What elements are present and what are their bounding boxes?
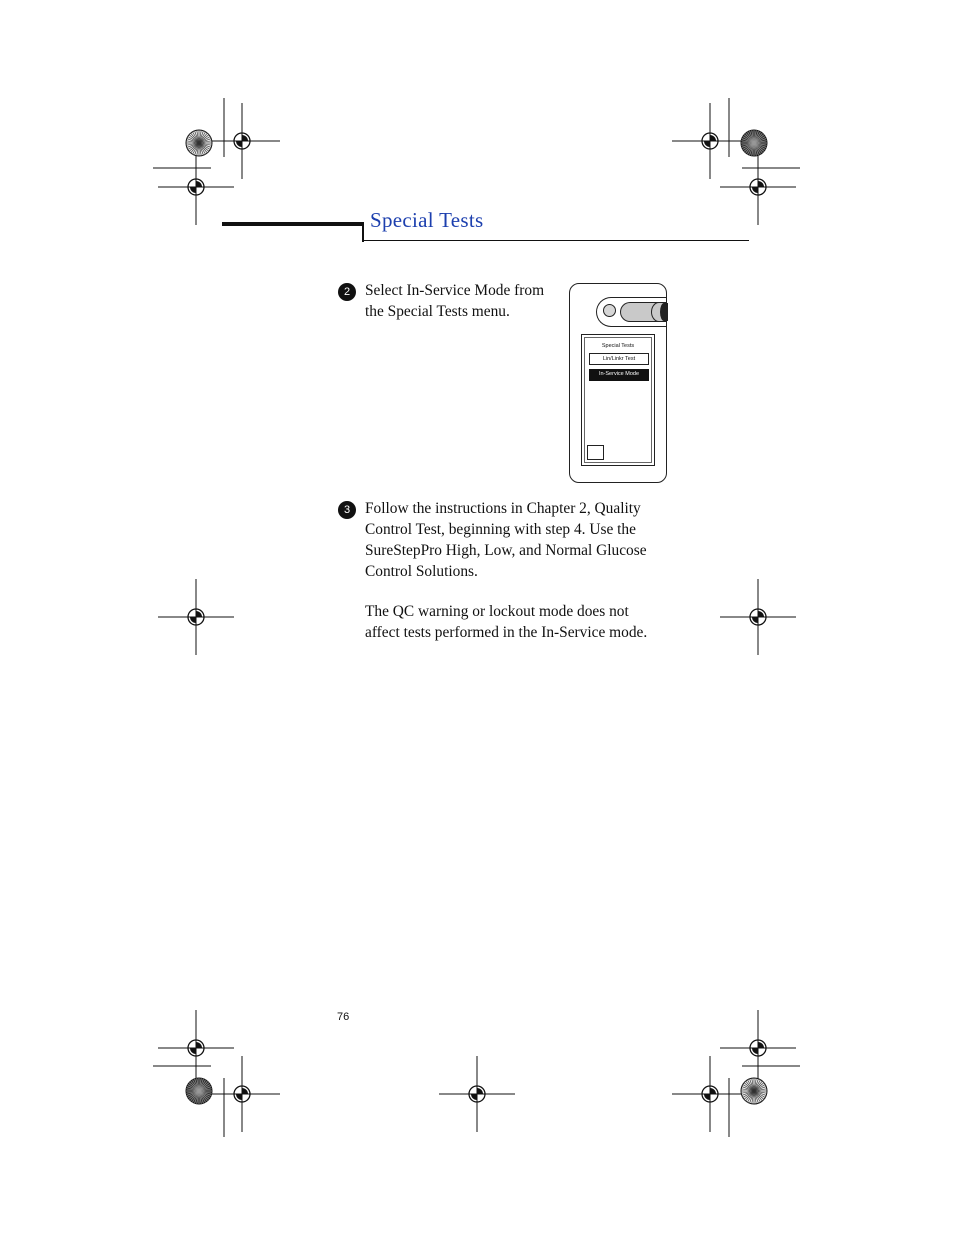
meter-knob: [660, 303, 668, 321]
starburst-icon: [741, 1078, 767, 1104]
text-line: Select In-Service Mode from: [365, 282, 545, 299]
meter-menu-item: Lin/Linkr Test: [589, 353, 649, 365]
meter-screen-button-icon: [587, 445, 604, 460]
registration-target-icon: [158, 579, 234, 655]
step-2-text: [365, 280, 544, 322]
registration-target-icon: [158, 1010, 234, 1086]
registration-target-icon: [439, 1056, 515, 1132]
header-rule-thick: [222, 222, 364, 226]
step-number-badge: 2: [338, 283, 356, 301]
header-rule-tick: [362, 222, 364, 242]
registration-target-icon: [672, 1056, 748, 1132]
starburst-icon: [741, 130, 767, 156]
step-number-badge: 3: [338, 501, 356, 519]
registration-target-icon: [720, 1010, 796, 1086]
step-3-text: [365, 498, 647, 582]
meter-menu-item-selected: In-Service Mode: [589, 369, 649, 381]
header-rule-thin: [362, 240, 749, 241]
registration-target-icon: [720, 579, 796, 655]
page-title: Special Tests: [370, 208, 484, 232]
registration-target-icon: [672, 103, 748, 179]
text-line: the Special Tests menu.: [365, 303, 510, 320]
registration-target-icon: [204, 1056, 280, 1132]
text-line: The QC warning or lockout mode does not: [365, 603, 629, 620]
note-text: [365, 601, 647, 643]
registration-target-icon: [204, 103, 280, 179]
meter-led-icon: [603, 304, 616, 317]
text-line: SureStepPro High, Low, and Normal Glucose: [365, 542, 647, 559]
text-line: affect tests performed in the In-Service mode.: [365, 624, 648, 641]
meter-screen-title: Special Tests: [601, 343, 635, 349]
page-number: 76: [337, 1011, 350, 1023]
starburst-icon: [186, 1078, 212, 1104]
starburst-icon: [186, 130, 212, 156]
text-line: Control Solutions.: [365, 563, 478, 580]
text-line: Follow the instructions in Chapter 2, Quality: [365, 500, 641, 517]
text-line: Control Test, beginning with step 4. Use the: [365, 521, 636, 538]
registration-target-icon: [720, 149, 796, 225]
registration-target-icon: [158, 149, 234, 225]
